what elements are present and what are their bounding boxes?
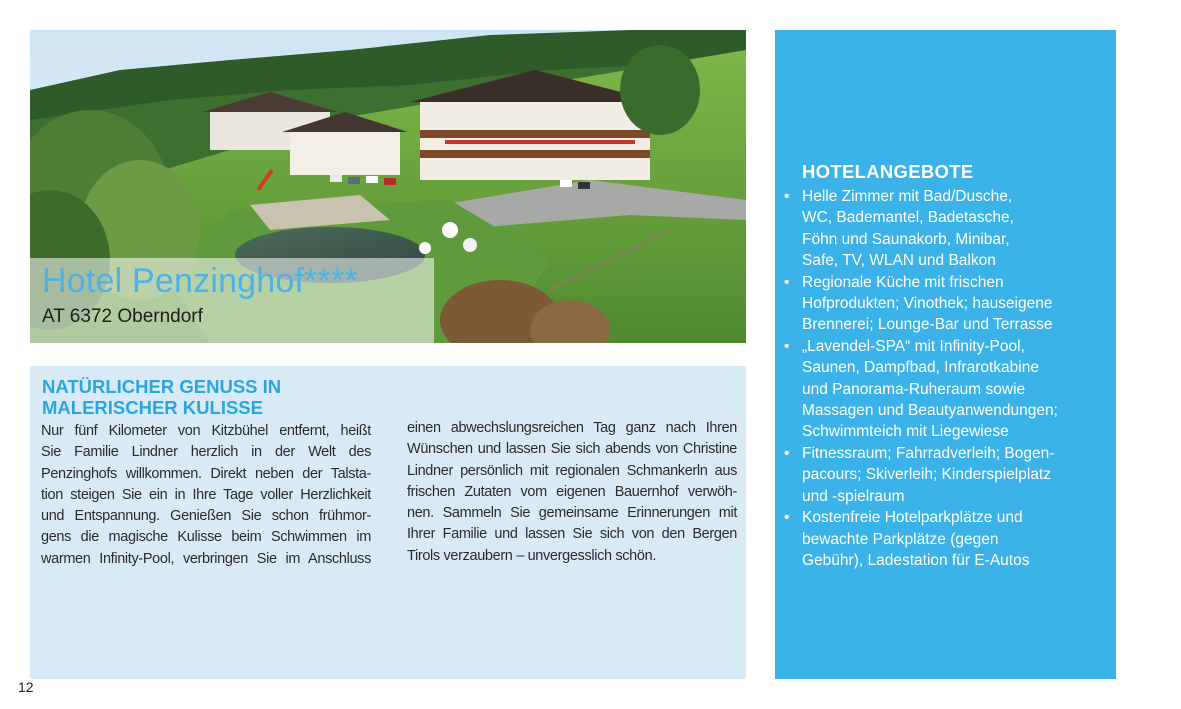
text-line: tion steigen Sie ein in Ihre Tage voller Herzlichkeit xyxy=(41,486,371,503)
offer-line: Regionale Küche mit frischen xyxy=(802,273,1004,291)
offer-line: pacours; Skiverleih; Kinderspielplatz xyxy=(802,466,1051,484)
offer-line: Schwimmteich mit Liegewiese xyxy=(802,423,1009,441)
offer-line: Kostenfreie Hotelparkplätze und xyxy=(802,509,1023,527)
headline-line: NATÜRLICHER GENUSS IN xyxy=(42,376,282,397)
hotel-name: Hotel Penzinghof**** xyxy=(42,262,358,300)
bullet-icon: • xyxy=(784,509,790,527)
headline-line: MALERISCHER KULISSE xyxy=(42,397,263,418)
offer-item xyxy=(784,186,1104,272)
offer-item xyxy=(784,336,1104,443)
text-line: Ihrer Familie und lassen Sie sich von den Bergen xyxy=(407,526,737,543)
hotel-location: AT 6372 Oberndorf xyxy=(42,306,203,327)
text-line: und Entspannung. Genießen Sie schon frühmor- xyxy=(41,508,371,525)
text-line: einen abwechslungsreichen Tag ganz nach Ihren xyxy=(407,420,737,436)
offer-line: Föhn und Saunakorb, Minibar, xyxy=(802,230,1010,248)
bullet-icon: • xyxy=(784,188,790,205)
offer-line: WC, Bademantel, Badetasche, xyxy=(802,209,1014,227)
bullet-icon: • xyxy=(784,337,790,355)
offer-line: und Panorama-Ruheraum sowie xyxy=(802,380,1026,398)
offer-line: und -spielraum xyxy=(802,487,905,505)
offers-title: HOTELANGEBOTE xyxy=(802,161,974,182)
offers-list xyxy=(784,186,1104,571)
offer-line: Fitnessraum; Fahrradverleih; Bogen- xyxy=(802,444,1055,462)
offer-line: bewachte Parkplätze (gegen xyxy=(802,530,999,548)
article-column-2 xyxy=(407,418,737,567)
article-headline xyxy=(42,376,382,418)
page-number: 12 xyxy=(18,679,34,695)
text-line: Sie Familie Lindner herzlich in der Welt des xyxy=(41,444,371,461)
offer-line: „Lavendel-SPA“ mit Infinity-Pool, xyxy=(802,337,1025,355)
offer-line: Saunen, Dampfbad, Infrarotkabine xyxy=(802,359,1039,377)
text-line: Tirols verzaubern – unvergesslich schön. xyxy=(407,547,657,564)
text-line: Penzinghofs willkommen. Direkt neben der Talsta- xyxy=(41,465,371,482)
offer-item xyxy=(784,507,1104,571)
text-line: Lindner persönlich mit regionalen Schmankerln aus xyxy=(407,462,737,479)
text-line: warmen Infinity-Pool, verbringen Sie im Anschluss xyxy=(41,550,371,567)
offer-item xyxy=(784,443,1104,507)
text-line: frischen Zutaten vom eigenen Bauernhof verwöh- xyxy=(407,483,737,500)
offer-line: Brennerei; Lounge-Bar und Terrasse xyxy=(802,316,1053,334)
offer-line: Gebühr), Ladestation für E-Autos xyxy=(802,551,1030,569)
offer-line: Massagen und Beautyanwendungen; xyxy=(802,402,1058,420)
offer-line: Safe, TV, WLAN und Balkon xyxy=(802,252,996,270)
text-line: gens die magische Kulisse beim Schwimmen im xyxy=(41,529,371,546)
offer-item xyxy=(784,272,1104,336)
offer-line: Helle Zimmer mit Bad/Dusche, xyxy=(802,188,1013,205)
bullet-icon: • xyxy=(784,444,790,462)
offer-line: Hofprodukten; Vinothek; hauseigene xyxy=(802,295,1053,313)
article-column-1 xyxy=(41,421,371,570)
bullet-icon: • xyxy=(784,273,790,291)
text-line: Nur fünf Kilometer von Kitzbühel entfernt, heißt xyxy=(41,423,371,439)
text-line: Wünschen und lassen Sie sich abends von Christine xyxy=(407,441,737,458)
text-line: nen. Sammeln Sie gemeinsame Erinnerungen mit xyxy=(407,505,737,522)
